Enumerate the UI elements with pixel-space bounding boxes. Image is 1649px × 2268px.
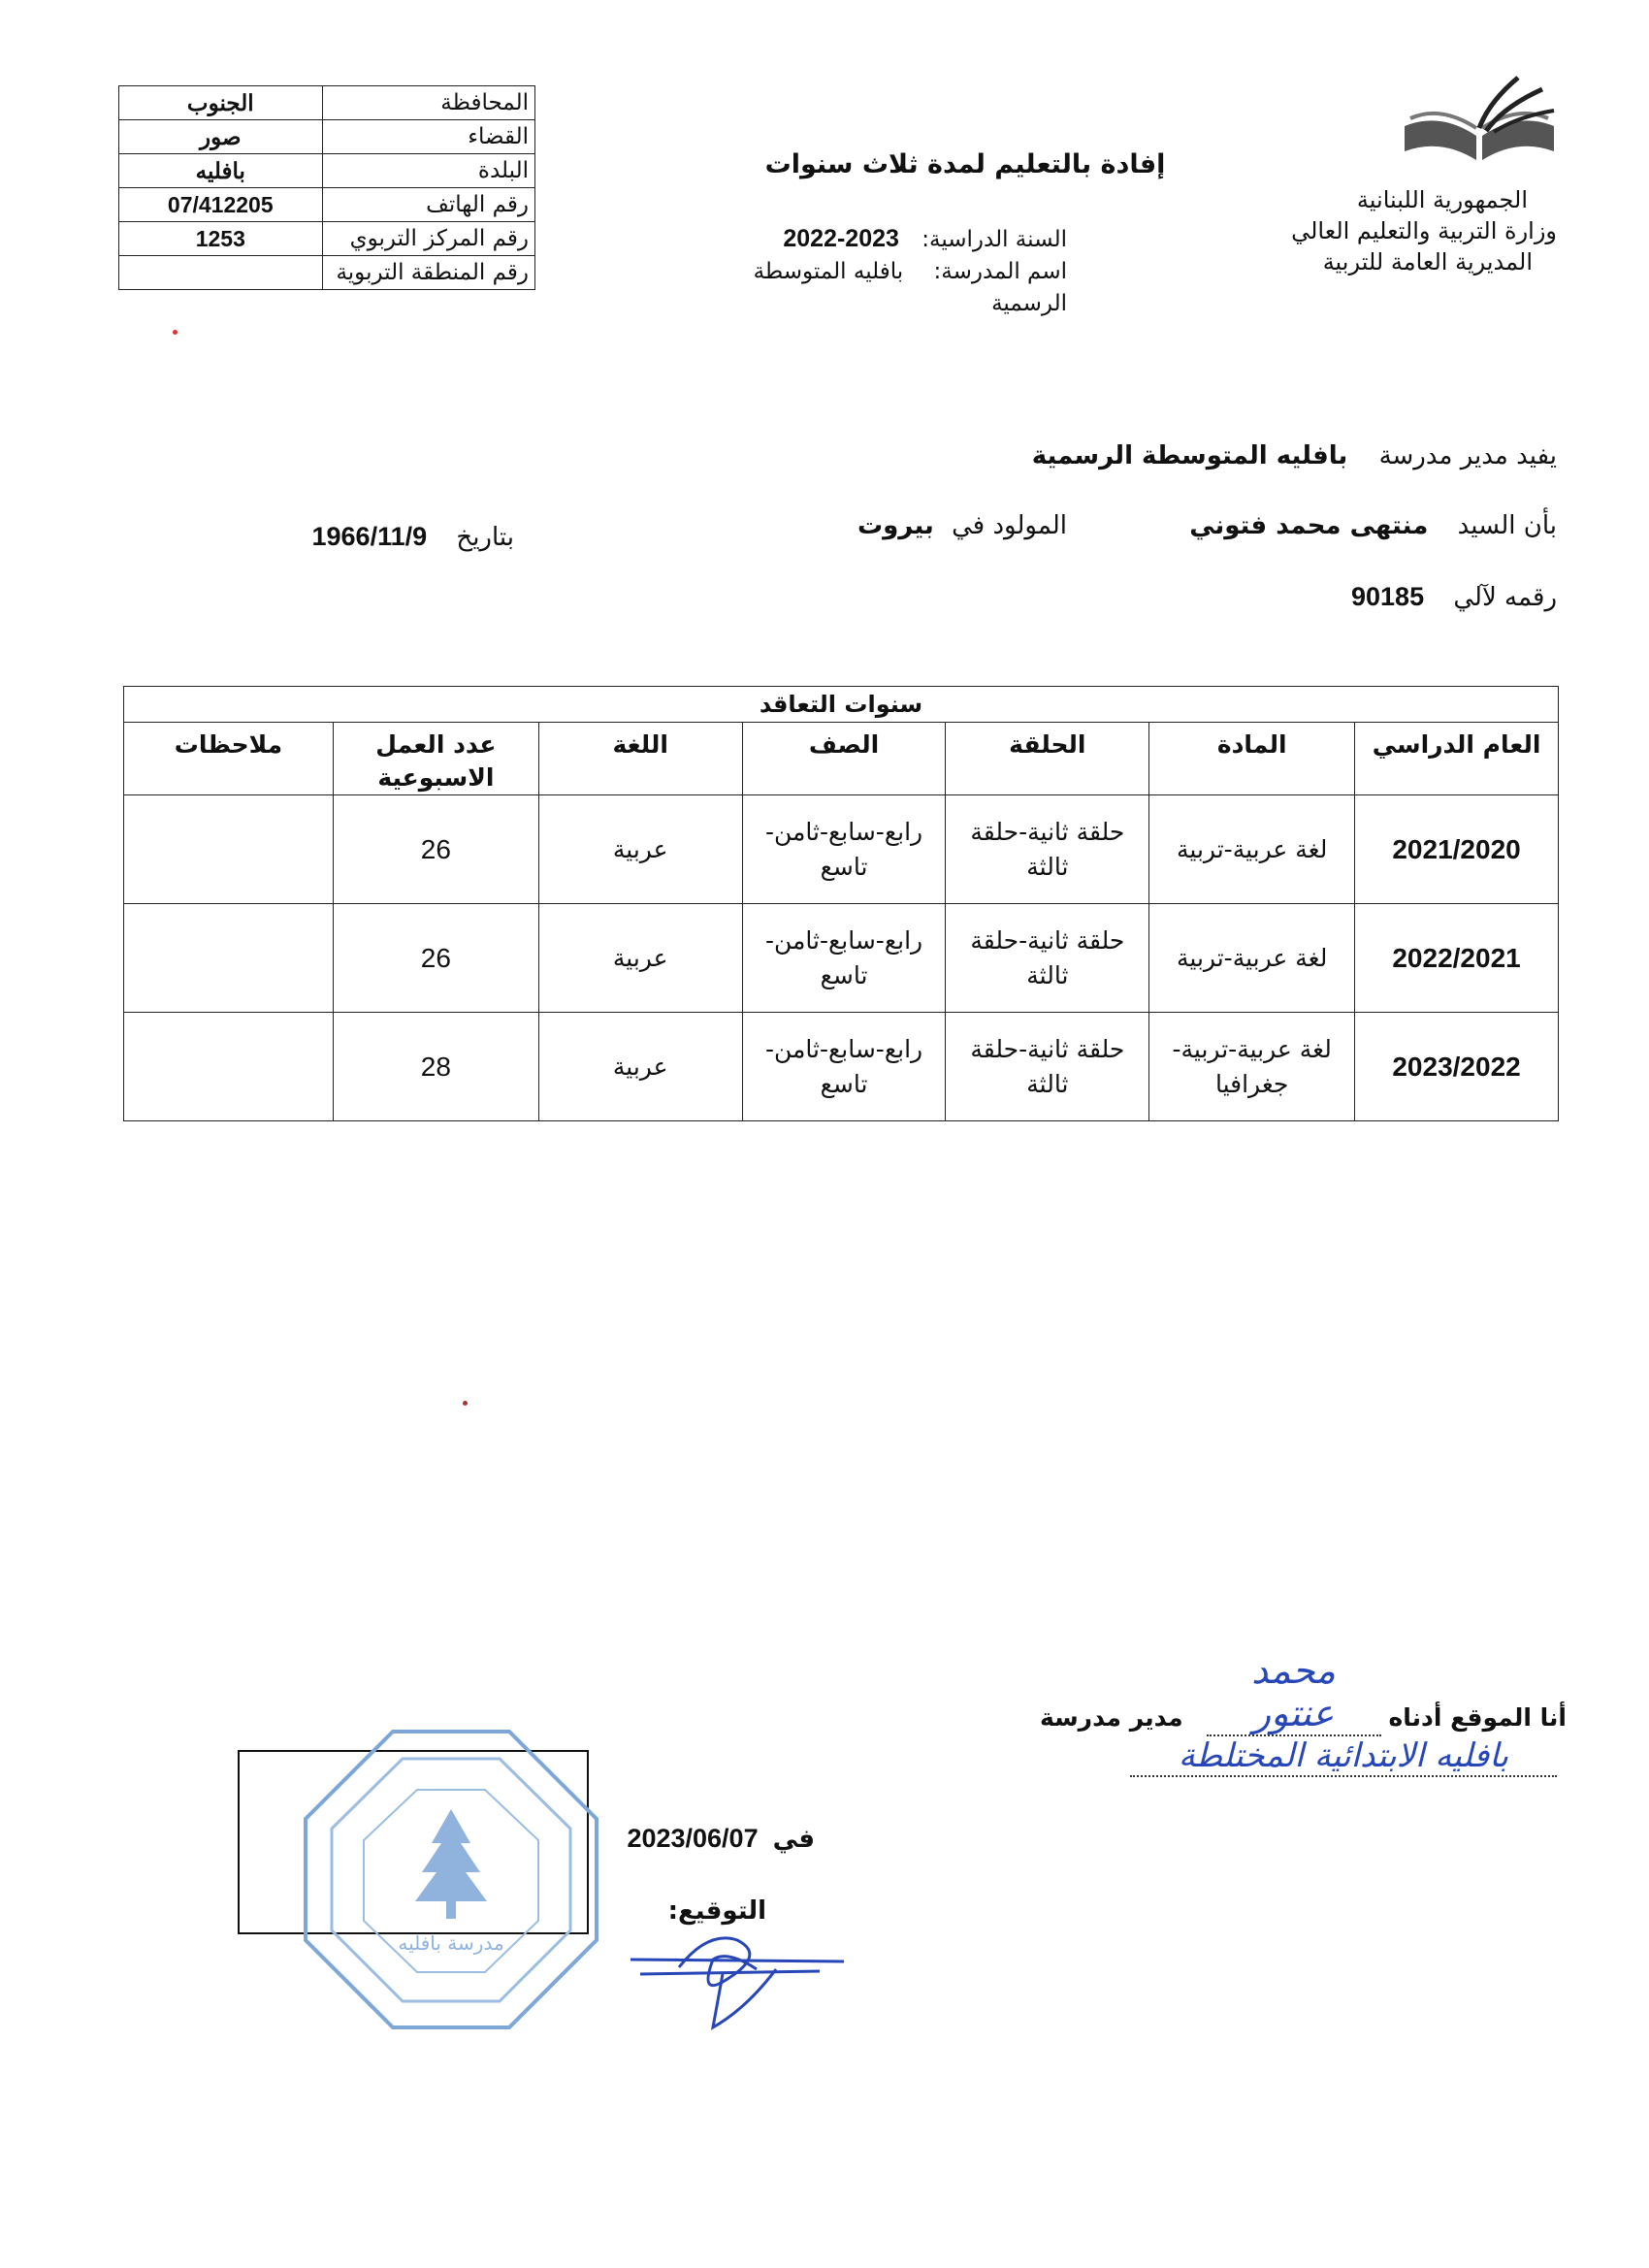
column-header: ملاحظات xyxy=(124,723,334,795)
info-value: 07/412205 xyxy=(119,188,323,222)
cell-subject: لغة عربية-تربية xyxy=(1149,904,1355,1013)
stamp-text: مدرسة بافليه xyxy=(398,1931,504,1955)
intro-school: بافليه المتوسطة الرسمية xyxy=(1031,441,1348,470)
handwritten-signature xyxy=(621,1930,854,2037)
employee-number-label: رقمه لآلي xyxy=(1453,583,1557,612)
column-header: اللغة xyxy=(538,723,742,795)
document-title: إفادة بالتعليم لمدة ثلاث سنوات xyxy=(764,149,1166,179)
table-row xyxy=(124,795,1559,904)
contract-years-table xyxy=(123,686,1559,1121)
info-label: رقم المنطقة التربوية xyxy=(322,256,534,290)
cell-hours: 26 xyxy=(333,904,538,1013)
info-value: صور xyxy=(119,120,323,154)
cell-cycle: حلقة ثانية-حلقة ثالثة xyxy=(946,795,1149,904)
date-label: في xyxy=(772,1825,815,1854)
column-header: عدد العمل الاسبوعية xyxy=(333,723,538,795)
cell-cycle: حلقة ثانية-حلقة ثالثة xyxy=(946,1013,1149,1121)
signing-date: 2023/06/07 xyxy=(627,1824,759,1853)
cell-subject: لغة عربية-تربية-جغرافيا xyxy=(1149,1013,1355,1121)
director-label: مدير مدرسة xyxy=(1039,1703,1183,1732)
cell-notes xyxy=(124,1013,334,1121)
info-row xyxy=(119,86,535,120)
school-year-value: 2023-2022 xyxy=(783,225,899,252)
cell-grade: رابع-سابع-ثامن-تاسع xyxy=(742,795,946,904)
cell-hours: 28 xyxy=(333,1013,538,1121)
employee-number: 90185 xyxy=(1351,582,1425,611)
info-label: رقم المركز التربوي xyxy=(322,222,534,256)
signature-label: التوقيع: xyxy=(667,1896,766,1926)
intro-prefix: يفيد مدير مدرسة xyxy=(1378,441,1557,470)
cell-notes xyxy=(124,904,334,1013)
table-row xyxy=(124,1013,1559,1121)
cell-subject: لغة عربية-تربية xyxy=(1149,795,1355,904)
ministry-logo xyxy=(1397,68,1562,165)
person-prefix: بأن السيد xyxy=(1457,511,1557,540)
cell-language: عربية xyxy=(538,1013,742,1121)
directorate-name: المديرية العامة للتربية xyxy=(1322,248,1533,275)
info-value: الجنوب xyxy=(119,86,323,120)
person-name: منتهى محمد فتوني xyxy=(1189,511,1429,540)
info-label: رقم الهاتف xyxy=(322,188,534,222)
column-header: العام الدراسي xyxy=(1355,723,1559,795)
info-row xyxy=(119,256,535,290)
signer-handwritten-name: محمد عنتور xyxy=(1251,1649,1336,1734)
cell-year: 2022/2021 xyxy=(1355,904,1559,1013)
birth-place-label: المولود في xyxy=(952,511,1067,540)
cell-grade: رابع-سابع-ثامن-تاسع xyxy=(742,1013,946,1121)
cell-notes xyxy=(124,795,334,904)
info-value: 1253 xyxy=(119,222,323,256)
info-row xyxy=(119,120,535,154)
book-logo-icon xyxy=(1397,68,1562,165)
info-row xyxy=(119,222,535,256)
cell-hours: 26 xyxy=(333,795,538,904)
ministry-name: وزارة التربية والتعليم العالي xyxy=(1291,217,1557,244)
cell-year: 2021/2020 xyxy=(1355,795,1559,904)
birth-date: 1966/11/9 xyxy=(311,522,428,551)
column-header: الحلقة xyxy=(946,723,1149,795)
cell-language: عربية xyxy=(538,904,742,1013)
table-caption: سنوات التعاقد xyxy=(124,687,1559,723)
info-label: المحافظة xyxy=(322,86,534,120)
school-handwritten-name: بافليه الابتدائية المختلطة xyxy=(1178,1736,1509,1775)
info-row xyxy=(119,154,535,188)
column-header: الصف xyxy=(742,723,946,795)
column-header: المادة xyxy=(1149,723,1355,795)
location-info-table xyxy=(118,85,535,290)
info-label: البلدة xyxy=(322,154,534,188)
signed-prefix: أنا الموقع أدناه xyxy=(1388,1703,1567,1732)
info-label: القضاء xyxy=(322,120,534,154)
republic-name: الجمهورية اللبنانية xyxy=(1356,186,1528,213)
school-name-label: اسم المدرسة: xyxy=(933,259,1067,284)
school-year-label: السنة الدراسية: xyxy=(922,227,1067,252)
cell-cycle: حلقة ثانية-حلقة ثالثة xyxy=(946,904,1149,1013)
school-name-value: بافليه المتوسطة الرسمية xyxy=(753,259,1067,316)
cell-year: 2023/2022 xyxy=(1355,1013,1559,1121)
birth-date-label: بتاريخ xyxy=(456,523,514,552)
info-value: بافليه xyxy=(119,154,323,188)
cedar-stamp-icon xyxy=(291,1722,611,2042)
birth-place: بيروت xyxy=(857,511,934,540)
cell-language: عربية xyxy=(538,795,742,904)
info-row xyxy=(119,188,535,222)
table-row xyxy=(124,904,1559,1013)
info-value xyxy=(119,256,323,290)
cell-grade: رابع-سابع-ثامن-تاسع xyxy=(742,904,946,1013)
